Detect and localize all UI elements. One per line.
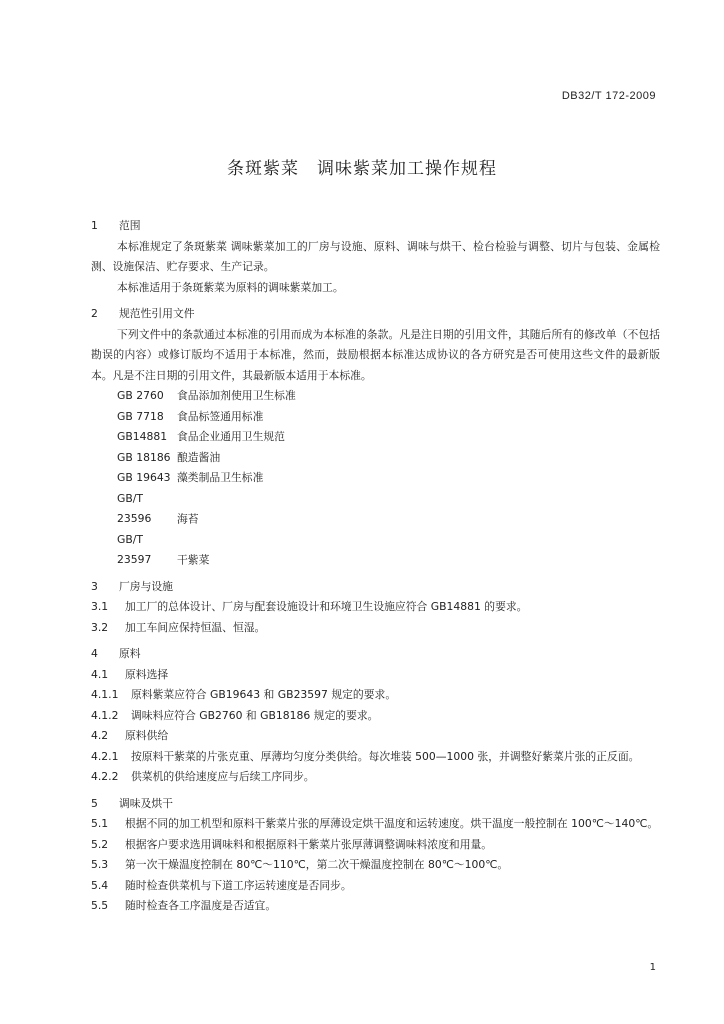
document-body [91,210,660,917]
section-title: 调味及烘干 [119,796,173,810]
reference-code: GB 2760 [117,389,164,402]
clause-number: 4.2 [91,729,109,742]
section-number: 1 [91,219,98,232]
section-heading [91,577,660,598]
title-part-1: 条斑紫菜 [227,159,299,179]
clause [91,767,660,788]
clause [91,618,660,639]
reference-name: 海苔 [177,512,199,525]
clause-number: 5.5 [91,899,109,912]
clause-text: 按原料干紫菜的片张克重、厚薄均匀度分类供给。每次堆装 500—1000 张，并调整好紫菜片张的正反面。 [131,749,640,763]
clause [91,747,660,768]
reference-item [91,530,660,571]
clause-number: 3.2 [91,620,109,634]
clause-text: 根据不同的加工机型和原料干紫菜片张的厚薄设定烘干温度和运转速度。烘干温度一般控制在 100℃～140℃。 [125,817,659,830]
clause-text: 根据客户要求选用调味料和根据原料干紫菜片张厚薄调整调味料浓度和用量。 [125,837,493,851]
section-heading [91,644,660,665]
section-scope [91,216,660,298]
clause-text: 随时检查各工序温度是否适宜。 [125,899,277,912]
section-title: 规范性引用文件 [119,307,195,320]
clause-number: 4.2.1 [91,749,119,763]
reference-item [91,407,660,428]
reference-name: 干紫菜 [177,553,210,566]
reference-code: GB 18186 [117,450,171,464]
reference-name: 酿造酱油 [177,450,221,464]
reference-item [91,386,660,407]
clause-text: 原料紫菜应符合 GB19643 和 GB23597 规定的要求。 [131,688,397,701]
section-number: 5 [91,796,98,810]
reference-name: 食品添加剂使用卫生标准 [177,389,296,402]
clause-number: 4.2.2 [91,770,119,783]
clause-text: 原料选择 [125,667,169,681]
paragraph: 本标准适用于条斑紫菜为原料的调味紫菜加工。 [117,280,344,294]
clause-text: 第一次干燥温度控制在 80℃～110℃，第二次干燥温度控制在 80℃～100℃。 [125,858,509,871]
reference-item [91,427,660,448]
clause-text: 原料供给 [125,729,169,742]
section-heading [91,794,660,815]
clause-text: 加工厂的总体设计、厂房与配套设施设计和环境卫生设施应符合 GB14881 的要求。 [125,600,528,613]
section-number: 3 [91,579,98,593]
section-plant-facilities [91,577,660,639]
clause [91,706,660,727]
clause-text: 加工车间应保持恒温、恒湿。 [125,620,266,634]
reference-code: GB 7718 [117,409,164,423]
clause-number: 5.2 [91,837,109,851]
reference-name: 食品标签通用标准 [177,409,264,423]
section-seasoning-drying [91,794,660,917]
clause-number: 5.1 [91,817,109,830]
section-heading [91,304,660,325]
reference-item [91,489,660,530]
title-part-2: 调味紫菜加工操作规程 [317,159,497,179]
reference-name: 食品企业通用卫生规范 [177,430,285,443]
reference-name: 藻类制品卫生标准 [177,471,264,484]
clause-number: 3.1 [91,600,109,613]
standard-code: DB32/T 172-2009 [561,90,656,102]
clause [91,835,660,856]
reference-code: GB 19643 [117,471,171,484]
clause-number: 4.1.2 [91,708,119,722]
clause-text: 供菜机的供给速度应与后续工序同步。 [131,770,315,783]
reference-item [91,468,660,489]
reference-code: GB14881 [117,430,168,443]
reference-code: GB/T 23596 [117,491,152,525]
section-heading [91,216,660,237]
section-number: 2 [91,307,98,320]
reference-code: GB/T 23597 [117,532,152,566]
clause [91,855,660,876]
clause [91,665,660,686]
clause [91,814,660,835]
clause [91,896,660,917]
section-normative-references [91,304,660,571]
clause [91,876,660,897]
document-title [0,154,724,179]
clause-number: 5.4 [91,878,109,892]
page-number: 1 [649,962,656,973]
clause [91,685,660,706]
paragraph: 本标准规定了条斑紫菜 调味紫菜加工的厂房与设施、原料、调味与烘干、检台检验与调整、切片与包装、金属检测、设施保洁、贮存要求、生产记录。 [91,239,660,273]
clause [91,597,660,618]
clause [91,726,660,747]
paragraph: 下列文件中的条款通过本标准的引用而成为本标准的条款。凡是注日期的引用文件，其随后所有的修改单（不包括勘误的内容）或修订版均不适用于本标准，然而，鼓励根据本标准达成协议的各方研究是否可使用这些文件的最新版本。凡是不注日期的引用文件，其最新版本适用于本标准。 [91,327,660,382]
clause-number: 4.1 [91,667,109,681]
section-raw-materials [91,644,660,788]
clause-text: 随时检查供菜机与下道工序运转速度是否同步。 [125,878,352,892]
section-title: 范围 [119,219,141,232]
reference-item [91,448,660,469]
section-title: 厂房与设施 [119,579,173,593]
section-number: 4 [91,647,98,660]
section-title: 原料 [119,647,141,660]
clause-text: 调味料应符合 GB2760 和 GB18186 规定的要求。 [131,708,379,722]
clause-number: 4.1.1 [91,688,119,701]
clause-number: 5.3 [91,858,109,871]
